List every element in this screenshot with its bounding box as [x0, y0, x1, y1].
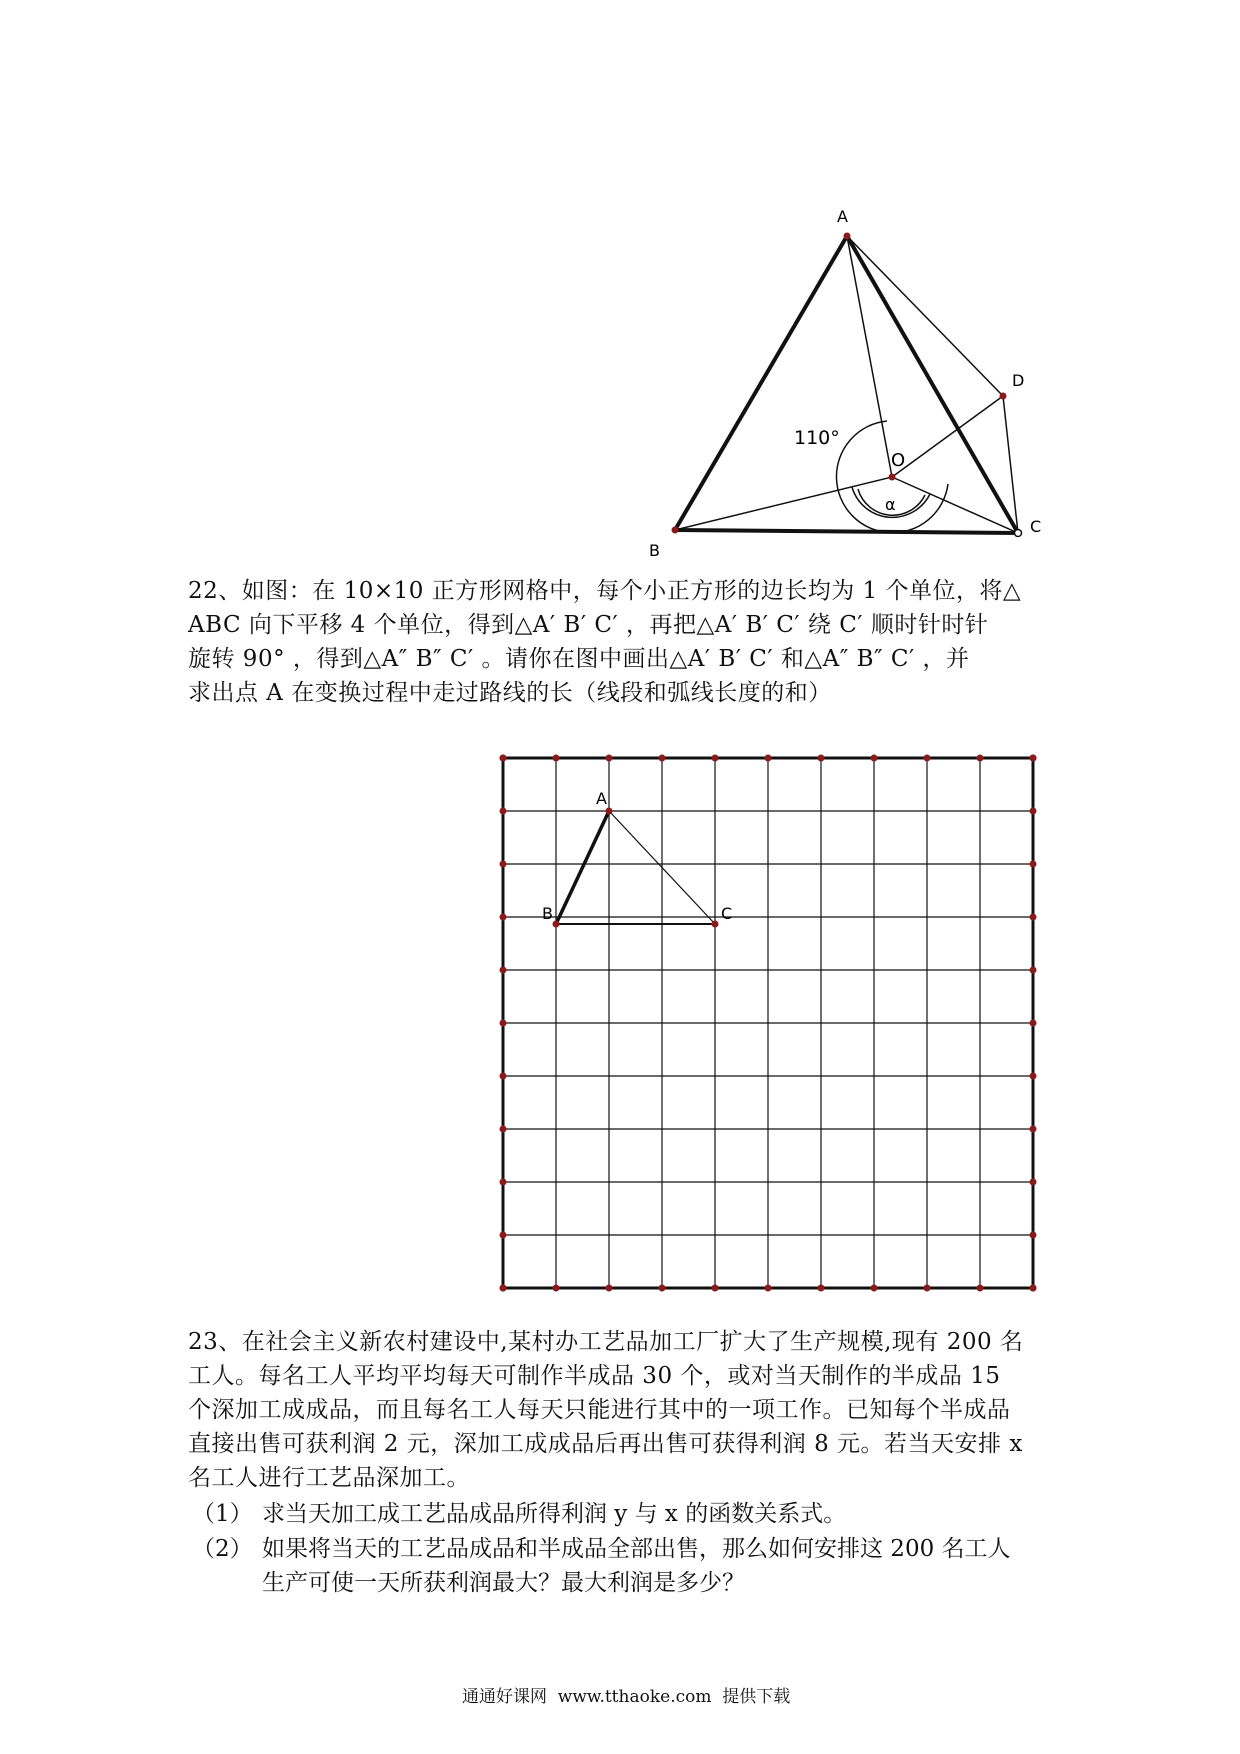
- question-22: [188, 574, 1021, 710]
- point-D: [1000, 393, 1007, 400]
- grid-dot: [500, 861, 507, 868]
- q23-line: 工人。每名工人平均平均每天可制作半成品 30 个，或对当天制作的半成品 15: [188, 1363, 1001, 1389]
- grid-dot: [659, 1285, 666, 1292]
- label-A: A: [837, 207, 848, 226]
- point-A: [844, 233, 851, 240]
- q23-item-text: 如果将当天的工艺品成品和半成品全部出售，那么如何安排这 200 名工人: [262, 1536, 1011, 1562]
- grid-dot: [977, 1285, 984, 1292]
- q23-line: 23、在社会主义新农村建设中,某村办工艺品加工厂扩大了生产规模,现有 200 名: [188, 1329, 1024, 1355]
- grid-dot: [1030, 967, 1037, 974]
- grid-dot: [1030, 861, 1037, 868]
- grid-dot: [553, 755, 560, 762]
- grid-dot: [1030, 1073, 1037, 1080]
- q23-line: 个深加工成成品，而且每名工人每天只能进行其中的一项工作。已知每个半成品: [188, 1397, 1011, 1423]
- grid-dot: [871, 1285, 878, 1292]
- grid-point-A: [606, 808, 613, 815]
- grid-label-C: C: [721, 904, 733, 923]
- page-footer: 通通好课网 www.tthaoke.com 提供下载: [462, 1687, 791, 1707]
- grid-dot: [924, 1285, 931, 1292]
- grid-dot: [924, 755, 931, 762]
- grid-dot: [500, 1285, 507, 1292]
- grid-label-A: A: [596, 789, 607, 808]
- q22-line: 22、如图：在 10×10 正方形网格中，每个小正方形的边长均为 1 个单位，将△: [188, 578, 1022, 604]
- grid-dot: [977, 755, 984, 762]
- grid-point-B: [553, 921, 560, 928]
- grid-dot: [500, 808, 507, 815]
- grid-dot: [1030, 1179, 1037, 1186]
- grid-dot: [818, 755, 825, 762]
- side-BC: [675, 530, 1018, 533]
- seg-OC: [892, 477, 1018, 533]
- grid-dot: [871, 755, 878, 762]
- side-AB: [675, 236, 847, 530]
- question-23: [188, 1325, 1023, 1495]
- q22-line: 求出点 A 在变换过程中走过路线的长（线段和弧线长度的和）: [188, 680, 832, 706]
- grid-dot: [606, 755, 613, 762]
- grid-dot: [1030, 1232, 1037, 1239]
- grid-dot: [1030, 914, 1037, 921]
- grid-dot: [606, 1285, 613, 1292]
- label-B: B: [649, 541, 660, 560]
- triangle-figure: [0, 0, 1240, 560]
- q23-item-text: 求当天加工成工艺品成品所得利润 y 与 x 的函数关系式。: [262, 1501, 847, 1527]
- grid-dot: [1030, 755, 1037, 762]
- q23-item-number: （1）: [192, 1501, 253, 1527]
- grid-figure: [0, 740, 1240, 1320]
- label-D: D: [1012, 371, 1025, 390]
- grid-lines: [503, 758, 1033, 1288]
- grid-dot: [818, 1285, 825, 1292]
- q23-item-text: 生产可使一天所获利润最大？最大利润是多少？: [262, 1570, 745, 1596]
- grid-dot: [500, 1232, 507, 1239]
- grid-dot: [500, 1126, 507, 1133]
- grid-dot: [659, 755, 666, 762]
- grid-dot: [500, 967, 507, 974]
- segment-AB: [556, 811, 609, 924]
- q23-item-number: （2）: [192, 1536, 253, 1562]
- grid-dot: [765, 1285, 772, 1292]
- grid-label-B: B: [542, 904, 553, 923]
- q22-line: ABC 向下平移 4 个单位，得到△A′ B′ C′ ，再把△A′ B′ C′ 绕 C′ 顺时针时针: [188, 612, 989, 638]
- alpha-label: α: [885, 495, 896, 514]
- grid-dot: [1030, 808, 1037, 815]
- grid-dot: [1030, 1126, 1037, 1133]
- grid-dot: [500, 1073, 507, 1080]
- grid-dot: [1030, 1020, 1037, 1027]
- grid-dot: [712, 755, 719, 762]
- q22-line: 旋转 90° ，得到△A″ B″ C′ 。请你在图中画出△A′ B′ C′ 和△A″ B″ C′ ，并: [188, 646, 970, 672]
- point-C: [1015, 530, 1022, 537]
- grid-dot: [500, 1179, 507, 1186]
- grid-dot: [765, 755, 772, 762]
- point-B: [672, 527, 679, 534]
- angle-110-label: 110°: [794, 427, 840, 449]
- grid-dot: [1030, 1285, 1037, 1292]
- label-C: C: [1030, 517, 1042, 536]
- grid-point-C: [712, 921, 719, 928]
- grid-dot: [712, 1285, 719, 1292]
- q23-line: 直接出售可获利润 2 元，深加工成成品后再出售可获得利润 8 元。若当天安排 x: [188, 1431, 1023, 1457]
- grid-dot: [500, 1020, 507, 1027]
- q23-line: 名工人进行工艺品深加工。: [188, 1465, 470, 1491]
- grid-dot: [500, 755, 507, 762]
- point-O: [889, 474, 896, 481]
- grid-dot: [553, 1285, 560, 1292]
- label-O: O: [891, 450, 906, 471]
- grid-dot: [500, 914, 507, 921]
